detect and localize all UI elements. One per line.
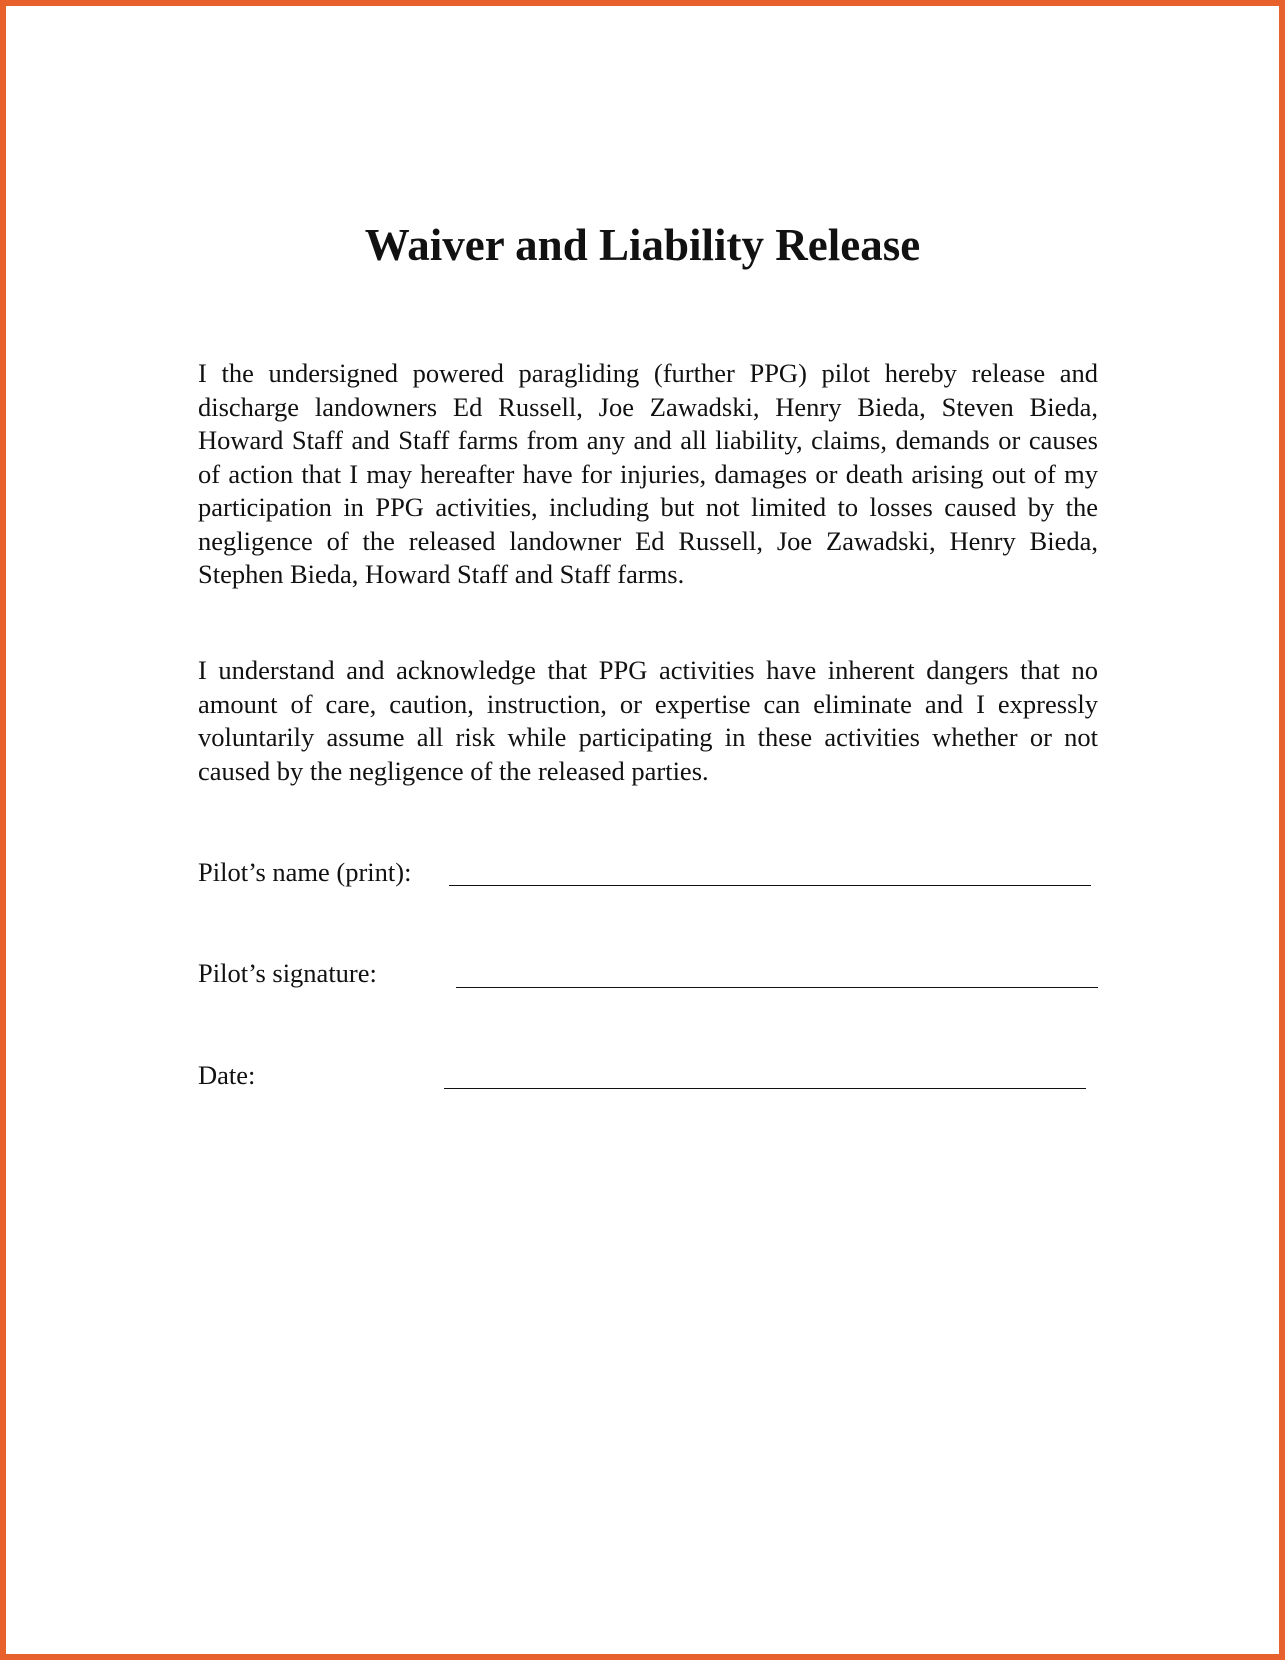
document-title: Waiver and Liability Release <box>364 220 921 270</box>
date-label: Date: <box>198 1060 256 1090</box>
release-paragraph: I the undersigned powered paragliding (further PPG) pilot hereby release and discharge landowners Ed Russell, Joe Zawadski, Henry Bieda, Steven Bieda, Howard Staff and Staff farms from any and all liability, claims, demands or causes of action that I may hereafter have for injuries, damages or death arising out of my participation in PPG activities, including but not limited to losses caused by the negligence of the released landowner Ed Russell, Joe Zawadski, Henry Bieda, Stephen Bieda, Howard Staff and Staff farms. <box>198 358 1098 589</box>
date-line[interactable] <box>444 1088 1086 1089</box>
pilot-name-label: Pilot’s name (print): <box>198 857 412 887</box>
acknowledgement-paragraph: I understand and acknowledge that PPG activities have inherent dangers that no amount of care, caution, instruction, or expertise can eliminate and I expressly voluntarily assume all risk while participating in these activities whether or not caused by the negligence of the released parties. <box>198 655 1098 786</box>
pilot-signature-label: Pilot’s signature: <box>198 958 377 988</box>
pilot-signature-line[interactable] <box>456 987 1098 988</box>
pilot-name-line[interactable] <box>449 885 1091 886</box>
